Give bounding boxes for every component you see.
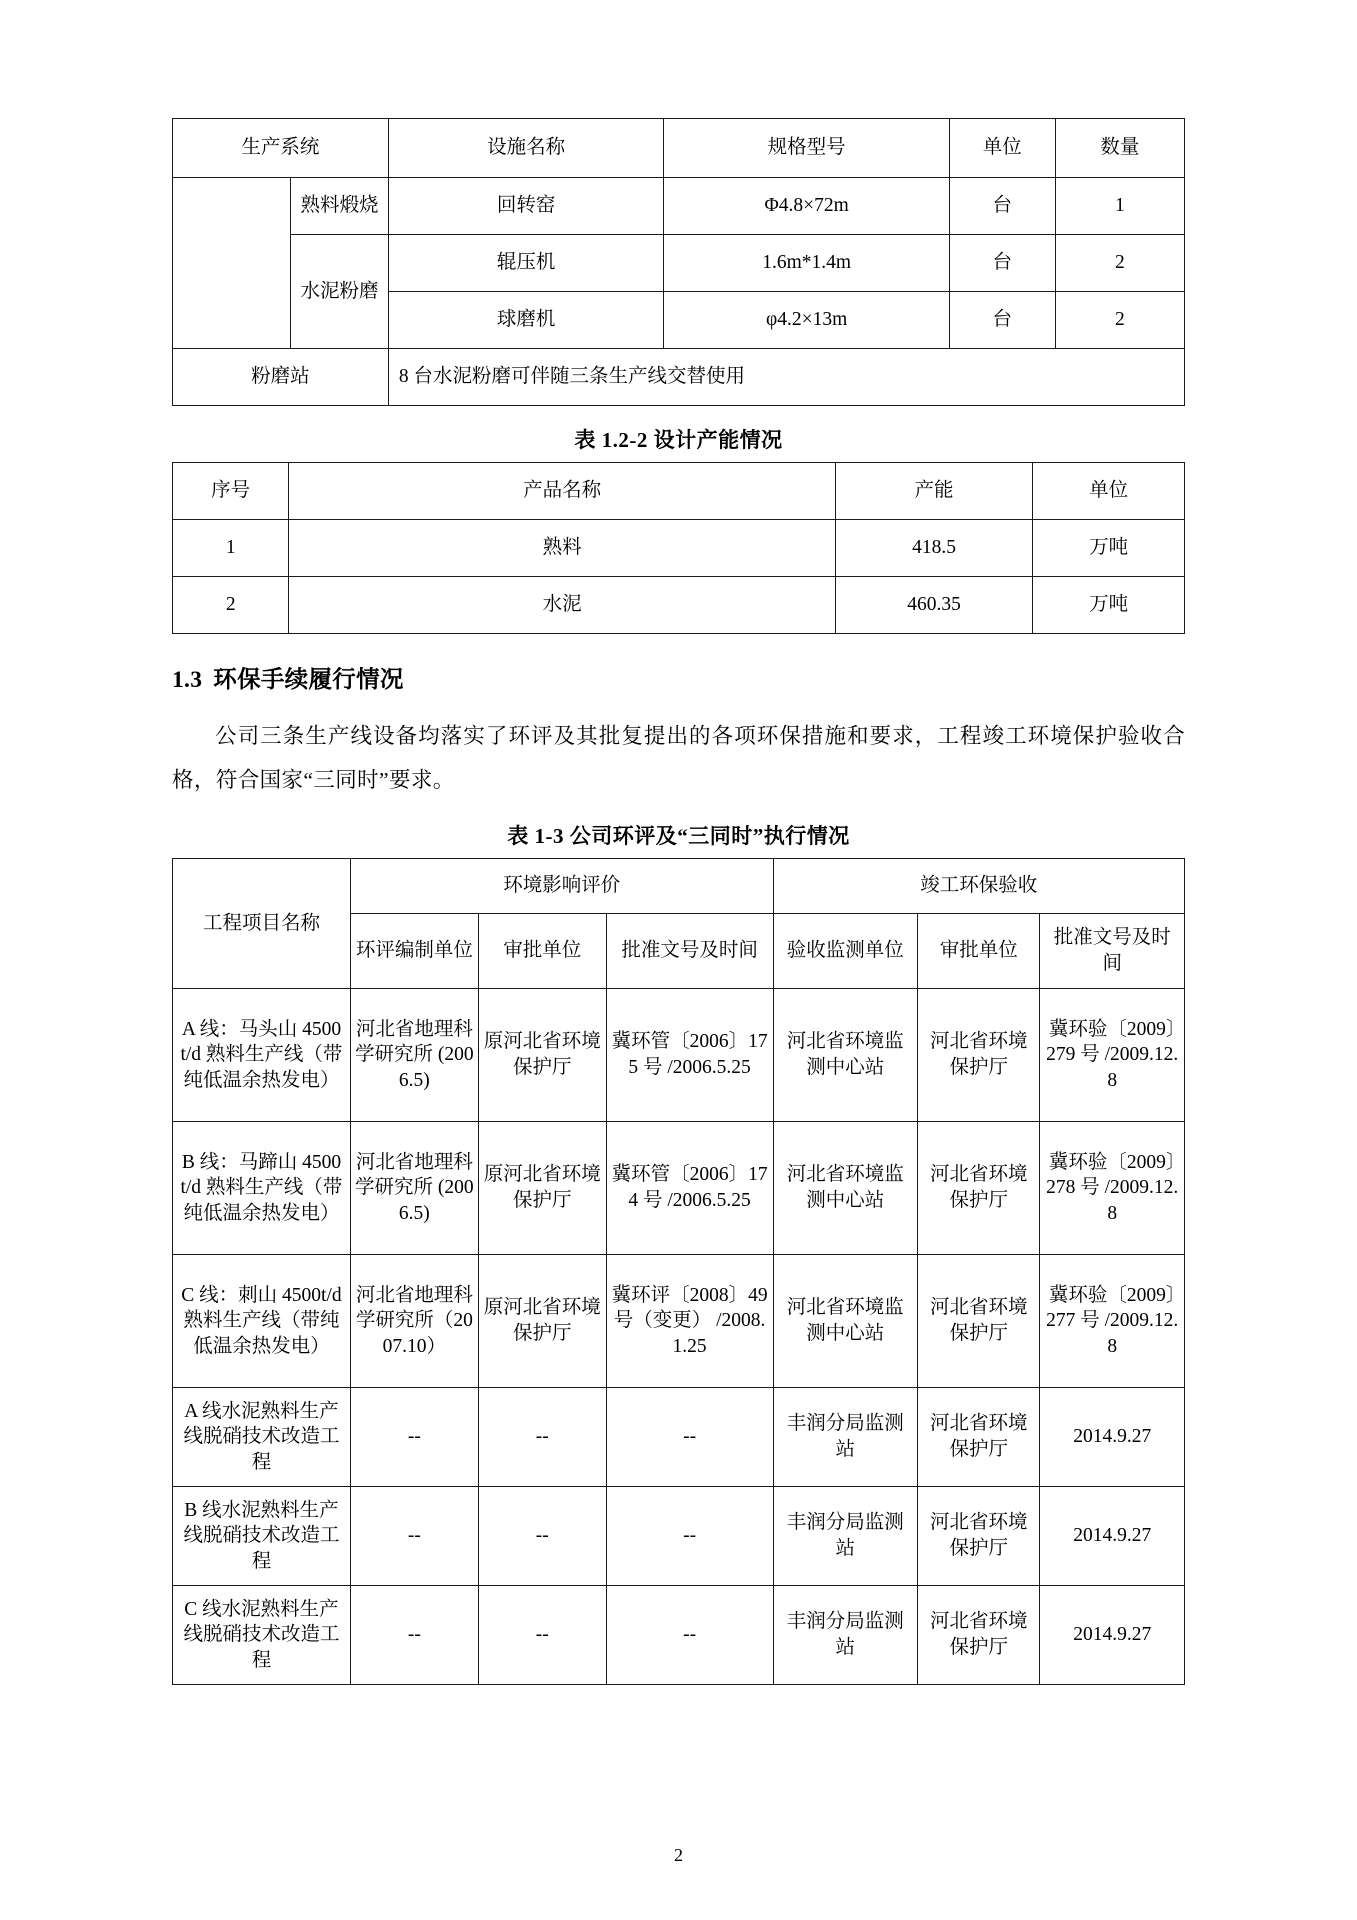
table-row xyxy=(173,235,1185,292)
header-unit: 单位 xyxy=(949,119,1055,178)
table-footer-row xyxy=(173,349,1185,406)
cell-eia-preparer: 河北省地理科学研究所 (2006.5) xyxy=(350,989,478,1122)
cell-grinding-station-label: 粉磨站 xyxy=(173,349,389,406)
cell-acceptance-approval-doc: 2014.9.27 xyxy=(1040,1487,1185,1586)
table-row xyxy=(173,577,1185,634)
cell-spec: Φ4.8×72m xyxy=(664,178,950,235)
cell-acceptance-monitor: 丰润分局监测站 xyxy=(773,1487,918,1586)
cell-system: 水泥粉磨 xyxy=(291,235,389,349)
cell-no: 1 xyxy=(173,520,289,577)
cell-acceptance-approver: 河北省环境保护厅 xyxy=(918,1255,1040,1388)
cell-eia-approver: 原河北省环境保护厅 xyxy=(478,1122,606,1255)
table-row xyxy=(173,989,1185,1122)
cell-acceptance-approval-doc: 2014.9.27 xyxy=(1040,1586,1185,1685)
cell-product: 熟料 xyxy=(289,520,835,577)
page-number: 2 xyxy=(674,1845,683,1865)
eia-execution-table xyxy=(172,858,1185,1685)
cell-acceptance-monitor: 丰润分局监测站 xyxy=(773,1586,918,1685)
cell-eia-approver: -- xyxy=(478,1586,606,1685)
header-acceptance-approval-doc: 批准文号及时间 xyxy=(1040,914,1185,989)
cell-project-name: A 线：马头山 4500t/d 熟料生产线（带纯低温余热发电） xyxy=(173,989,351,1122)
capacity-table-caption: 表 1.2-2 设计产能情况 xyxy=(574,428,783,452)
cell-facility: 球磨机 xyxy=(388,292,663,349)
cell-product: 水泥 xyxy=(289,577,835,634)
cell-spec: φ4.2×13m xyxy=(664,292,950,349)
header-production-system: 生产系统 xyxy=(173,119,389,178)
header-project-name: 工程项目名称 xyxy=(173,859,351,989)
cell-capacity: 460.35 xyxy=(835,577,1032,634)
cell-eia-approver: -- xyxy=(478,1388,606,1487)
table-header-row xyxy=(173,463,1185,520)
table-row xyxy=(173,520,1185,577)
cell-grinding-station-note: 8 台水泥粉磨可伴随三条生产线交替使用 xyxy=(388,349,1184,406)
cell-qty: 2 xyxy=(1055,235,1184,292)
cell-acceptance-approval-doc: 冀环验〔2009〕278 号 /2009.12.8 xyxy=(1040,1122,1185,1255)
cell-acceptance-approver: 河北省环境保护厅 xyxy=(918,1388,1040,1487)
header-group-eia: 环境影响评价 xyxy=(350,859,773,914)
cell-eia-preparer: 河北省地理科学研究所（2007.10） xyxy=(350,1255,478,1388)
table-row xyxy=(173,1586,1185,1685)
cell-acceptance-monitor: 河北省环境监测中心站 xyxy=(773,989,918,1122)
header-eia-preparer: 环评编制单位 xyxy=(350,914,478,989)
header-facility-name: 设施名称 xyxy=(388,119,663,178)
equipment-table xyxy=(172,118,1185,406)
cell-facility: 辊压机 xyxy=(388,235,663,292)
cell-eia-preparer: -- xyxy=(350,1586,478,1685)
cell-eia-approver: -- xyxy=(478,1487,606,1586)
eia-table-caption: 表 1-3 公司环评及“三同时”执行情况 xyxy=(507,824,850,849)
cell-acceptance-approver: 河北省环境保护厅 xyxy=(918,1122,1040,1255)
cell-eia-preparer: -- xyxy=(350,1388,478,1487)
cell-project-name: B 线：马蹄山 4500t/d 熟料生产线（带纯低温余热发电） xyxy=(173,1122,351,1255)
table-row xyxy=(173,178,1185,235)
cell-acceptance-approver: 河北省环境保护厅 xyxy=(918,989,1040,1122)
cell-acceptance-monitor: 河北省环境监测中心站 xyxy=(773,1255,918,1388)
cell-eia-approval-doc: 冀环管〔2006〕174 号 /2006.5.25 xyxy=(606,1122,773,1255)
cell-eia-approval-doc: -- xyxy=(606,1487,773,1586)
header-serial-no: 序号 xyxy=(173,463,289,520)
section-title: 环保手续履行情况 xyxy=(213,667,404,693)
header-eia-approver: 审批单位 xyxy=(478,914,606,989)
table-row xyxy=(173,1487,1185,1586)
cell-eia-preparer: -- xyxy=(350,1487,478,1586)
header-acceptance-monitor: 验收监测单位 xyxy=(773,914,918,989)
cell-qty: 1 xyxy=(1055,178,1184,235)
cell-eia-approval-doc: 冀环管〔2006〕175 号 /2006.5.25 xyxy=(606,989,773,1122)
cell-eia-approver: 原河北省环境保护厅 xyxy=(478,989,606,1122)
equipment-blank-cell xyxy=(173,178,291,349)
cell-facility: 回转窑 xyxy=(388,178,663,235)
header-capacity: 产能 xyxy=(835,463,1032,520)
table-header-group-row xyxy=(173,859,1185,914)
cell-spec: 1.6m*1.4m xyxy=(664,235,950,292)
table-row xyxy=(173,1122,1185,1255)
section-number: 1.3 xyxy=(172,667,203,693)
section-heading xyxy=(172,660,1185,694)
table-header-row xyxy=(173,119,1185,178)
cell-acceptance-approver: 河北省环境保护厅 xyxy=(918,1586,1040,1685)
cell-acceptance-approver: 河北省环境保护厅 xyxy=(918,1487,1040,1586)
cell-unit: 万吨 xyxy=(1033,520,1185,577)
cell-project-name: C 线：刺山 4500t/d 熟料生产线（带纯低温余热发电） xyxy=(173,1255,351,1388)
header-eia-approval-doc: 批准文号及时间 xyxy=(606,914,773,989)
capacity-table xyxy=(172,462,1185,634)
cell-unit: 台 xyxy=(949,292,1055,349)
cell-unit: 台 xyxy=(949,178,1055,235)
cell-capacity: 418.5 xyxy=(835,520,1032,577)
cell-project-name: B 线水泥熟料生产线脱硝技术改造工程 xyxy=(173,1487,351,1586)
cell-acceptance-approval-doc: 冀环验〔2009〕277 号 /2009.12.8 xyxy=(1040,1255,1185,1388)
cell-acceptance-monitor: 河北省环境监测中心站 xyxy=(773,1122,918,1255)
cell-project-name: A 线水泥熟料生产线脱硝技术改造工程 xyxy=(173,1388,351,1487)
cell-eia-approver: 原河北省环境保护厅 xyxy=(478,1255,606,1388)
cell-eia-approval-doc: 冀环评〔2008〕49 号（变更） /2008.1.25 xyxy=(606,1255,773,1388)
cell-acceptance-monitor: 丰润分局监测站 xyxy=(773,1388,918,1487)
header-group-acceptance: 竣工环保验收 xyxy=(773,859,1184,914)
header-product-name: 产品名称 xyxy=(289,463,835,520)
cell-system: 熟料煅烧 xyxy=(291,178,389,235)
cell-eia-preparer: 河北省地理科学研究所 (2006.5) xyxy=(350,1122,478,1255)
section-paragraph: 公司三条生产线设备均落实了环评及其批复提出的各项环保措施和要求，工程竣工环境保护验收合格，符合国家“三同时”要求。 xyxy=(172,724,1185,793)
table-row xyxy=(173,1255,1185,1388)
header-spec-model: 规格型号 xyxy=(664,119,950,178)
cell-eia-approval-doc: -- xyxy=(606,1388,773,1487)
header-unit: 单位 xyxy=(1033,463,1185,520)
cell-acceptance-approval-doc: 冀环验〔2009〕279 号 /2009.12.8 xyxy=(1040,989,1185,1122)
cell-qty: 2 xyxy=(1055,292,1184,349)
table-row xyxy=(173,1388,1185,1487)
cell-eia-approval-doc: -- xyxy=(606,1586,773,1685)
cell-project-name: C 线水泥熟料生产线脱硝技术改造工程 xyxy=(173,1586,351,1685)
cell-unit: 台 xyxy=(949,235,1055,292)
cell-no: 2 xyxy=(173,577,289,634)
cell-unit: 万吨 xyxy=(1033,577,1185,634)
cell-acceptance-approval-doc: 2014.9.27 xyxy=(1040,1388,1185,1487)
header-quantity: 数量 xyxy=(1055,119,1184,178)
header-acceptance-approver: 审批单位 xyxy=(918,914,1040,989)
